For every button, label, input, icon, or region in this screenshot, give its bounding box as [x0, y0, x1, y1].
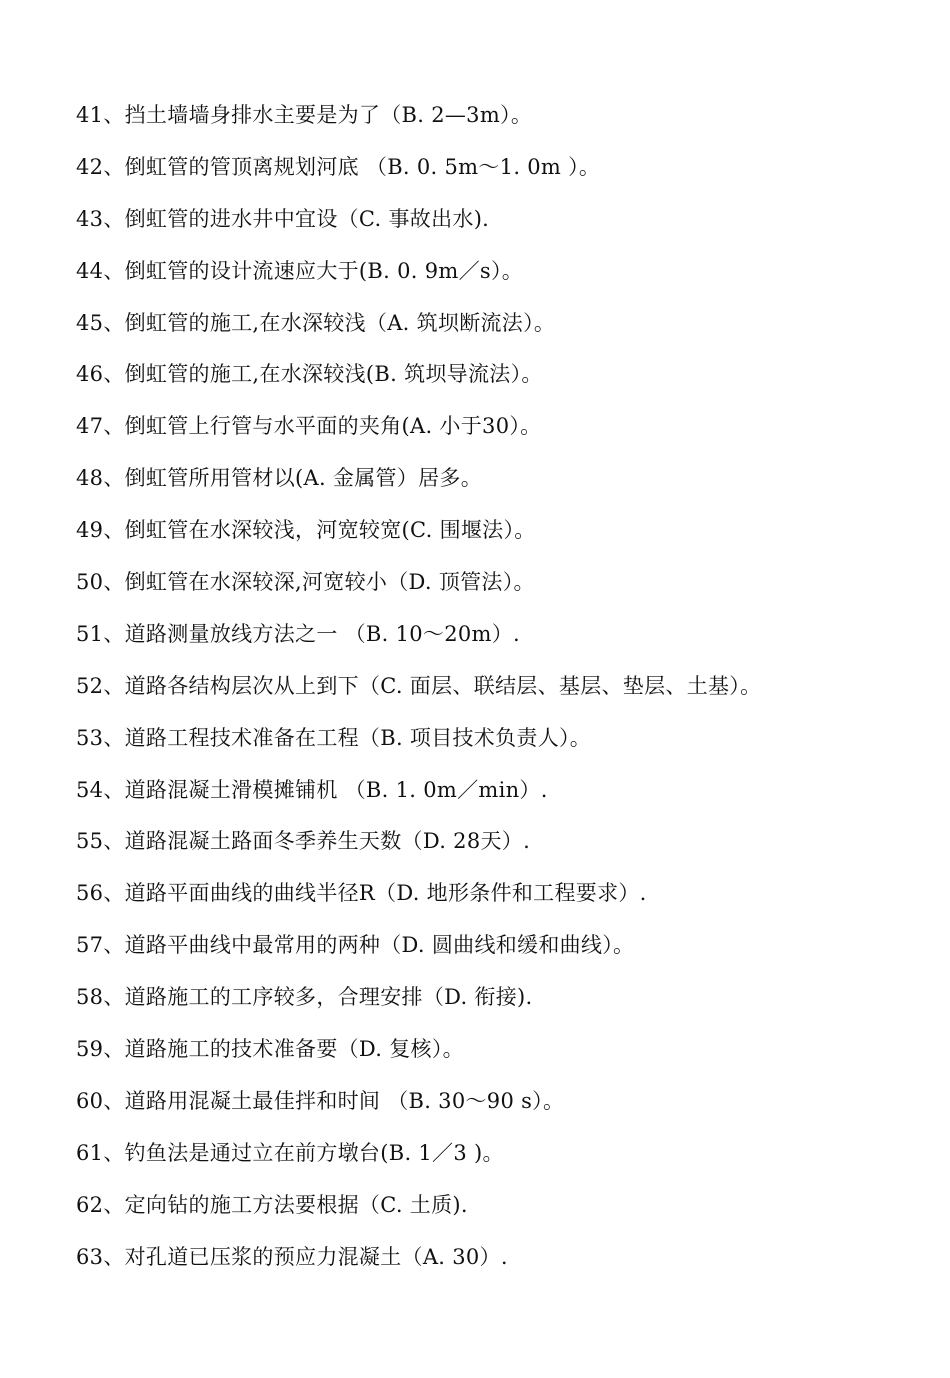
question-line-41: 41、挡土墙墙身排水主要是为了（B. 2—3m）。 [76, 103, 533, 127]
question-line-50: 50、倒虹管在水深较深,河宽较小（D. 顶管法）。 [76, 570, 535, 595]
question-line-48: 48、倒虹管所用管材以(A. 金属管）居多。 [76, 466, 483, 491]
question-line-52: 52、道路各结构层次从上到下（C. 面层、联结层、基层、垫层、土基）。 [76, 673, 762, 698]
question-line-46: 46、倒虹管的施工,在水深较浅(B. 筑坝导流法）。 [76, 362, 543, 387]
question-line-57: 57、道路平曲线中最常用的两种（D. 圆曲线和缓和曲线）。 [76, 933, 635, 958]
question-line-43: 43、倒虹管的进水井中宜设（C. 事故出水). [76, 206, 490, 231]
question-line-45: 45、倒虹管的施工,在水深较浅（A. 筑坝断流法）。 [76, 310, 556, 335]
question-line-63: 63、对孔道已压浆的预应力混凝土（A. 30）. [76, 1244, 508, 1269]
question-line-59: 59、道路施工的技术准备要（D. 复核）。 [76, 1037, 464, 1062]
question-list [76, 90, 936, 1283]
question-line-55: 55、道路混凝土路面冬季养生天数（D. 28天）. [76, 829, 531, 854]
question-line-44: 44、倒虹管的设计流速应大于(B. 0. 9m／s）。 [76, 258, 524, 283]
question-line-60: 60、道路用混凝土最佳拌和时间 （B. 30～90 s）。 [76, 1088, 565, 1113]
question-line-54: 54、道路混凝土滑模摊铺机 （B. 1. 0m／min）. [76, 777, 548, 802]
question-line-56: 56、道路平面曲线的曲线半径R（D. 地形条件和工程要求）. [76, 881, 647, 906]
question-line-51: 51、道路测量放线方法之一 （B. 10～20m）. [76, 621, 521, 646]
question-line-62: 62、定向钻的施工方法要根据（C. 土质). [76, 1192, 468, 1217]
question-line-61: 61、钓鱼法是通过立在前方墩台(B. 1／3 )。 [76, 1140, 504, 1165]
question-line-49: 49、倒虹管在水深较浅，河宽较宽(C. 围堰法）。 [76, 518, 536, 543]
question-line-47: 47、倒虹管上行管与水平面的夹角(A. 小于30）。 [76, 414, 542, 439]
question-line-53: 53、道路工程技术准备在工程（B. 项目技术负责人）。 [76, 725, 592, 750]
question-line-42: 42、倒虹管的管顶离规划河底 （B. 0. 5m～1. 0m ）。 [76, 154, 601, 179]
question-line-58: 58、道路施工的工序较多，合理安排（D. 衔接). [76, 985, 533, 1010]
